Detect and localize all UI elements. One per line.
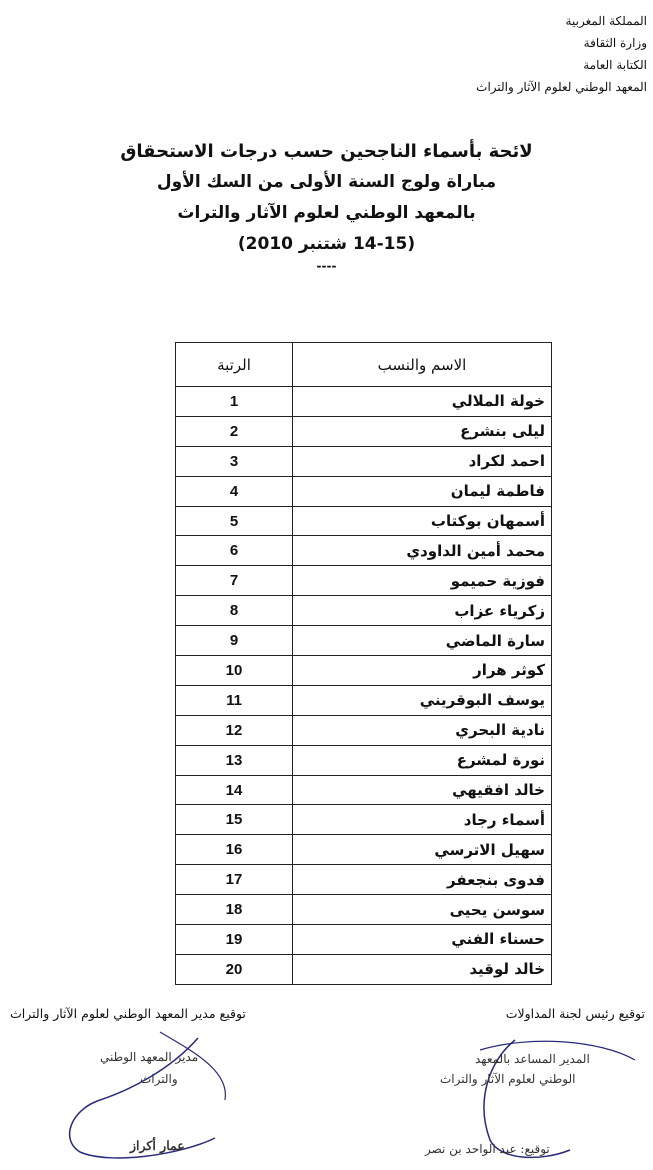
candidate-rank: 14	[176, 775, 293, 805]
candidate-rank: 17	[176, 865, 293, 895]
candidate-rank: 20	[176, 954, 293, 984]
table-row	[176, 835, 552, 865]
stamp-name: عمار أكراز	[130, 1138, 185, 1153]
document-subtitle: بالمعهد الوطني لعلوم الآثار والتراث	[177, 203, 476, 223]
table-row	[176, 416, 552, 446]
header-line: المعهد الوطني لعلوم الآثار والتراث	[476, 80, 647, 94]
candidate-rank: 10	[176, 656, 293, 686]
candidate-name: فوزية حميمو	[293, 566, 552, 596]
header-block	[476, 10, 647, 98]
table-row	[176, 715, 552, 745]
table-row	[176, 476, 552, 506]
results-table	[175, 342, 552, 985]
document-title: لائحة بأسماء الناجحين حسب درجات الاستحقاق	[120, 141, 533, 162]
candidate-name: خالد افقيهي	[293, 775, 552, 805]
title-separator: ----	[316, 259, 337, 273]
candidate-rank: 3	[176, 446, 293, 476]
candidate-rank: 9	[176, 626, 293, 656]
document-date: (14-15 شتنبر 2010)	[237, 234, 416, 254]
table-row	[176, 656, 552, 686]
candidate-name: نادية البحري	[293, 715, 552, 745]
candidate-rank: 13	[176, 745, 293, 775]
director-stamp-signature	[40, 1030, 240, 1165]
candidate-name: أسمهان بوكتاب	[293, 506, 552, 536]
stamp-text: المدير المساعد بالمعهد	[475, 1052, 590, 1066]
candidate-name: يوسف البوقريني	[293, 685, 552, 715]
candidate-name: نورة لمشرع	[293, 745, 552, 775]
table-row	[176, 745, 552, 775]
candidate-name: فدوى بنجعفر	[293, 865, 552, 895]
candidate-rank: 2	[176, 416, 293, 446]
stamp-text: مدير المعهد الوطني	[100, 1050, 199, 1064]
stamp-text: الوطني لعلوم الآثار والتراث	[440, 1072, 576, 1086]
table-row	[176, 805, 552, 835]
candidate-name: محمد أمين الداودي	[293, 536, 552, 566]
column-header-name: الاسم والنسب	[293, 343, 552, 387]
candidate-name: أسماء رجاد	[293, 805, 552, 835]
table-row	[176, 626, 552, 656]
candidate-rank: 7	[176, 566, 293, 596]
candidate-rank: 12	[176, 715, 293, 745]
table-row	[176, 865, 552, 895]
column-header-rank: الرتبة	[176, 343, 293, 387]
table-row	[176, 387, 552, 417]
candidate-name: حسناء الفني	[293, 925, 552, 955]
candidate-rank: 19	[176, 925, 293, 955]
candidate-rank: 16	[176, 835, 293, 865]
committee-signature-caption: توقيع رئيس لجنة المداولات	[505, 1006, 645, 1021]
document-subtitle: مباراة ولوج السنة الأولى من السك الأول	[156, 172, 497, 192]
header-line: الكتابة العامة	[583, 58, 647, 72]
table-row	[176, 954, 552, 984]
header-line: المملكة المغربية	[565, 14, 647, 28]
candidate-name: ليلى بنشرع	[293, 416, 552, 446]
candidate-rank: 8	[176, 596, 293, 626]
committee-stamp-signature	[420, 1030, 645, 1165]
candidate-rank: 1	[176, 387, 293, 417]
candidate-name: فاطمة ليمان	[293, 476, 552, 506]
title-block	[0, 136, 653, 276]
director-signature-caption: توقيع مدير المعهد الوطني لعلوم الآثار والتراث	[10, 1006, 246, 1021]
stamp-name: توقيع: عبد الواحد بن نصر	[425, 1142, 550, 1156]
table-row	[176, 506, 552, 536]
table-row	[176, 925, 552, 955]
candidate-name: خولة الملالي	[293, 387, 552, 417]
table-row	[176, 446, 552, 476]
candidate-name: خالد لوقيد	[293, 954, 552, 984]
candidate-rank: 18	[176, 895, 293, 925]
candidate-name: سوسن يحيى	[293, 895, 552, 925]
table-row	[176, 536, 552, 566]
stamp-text: والتراث	[140, 1072, 178, 1086]
header-line: وزارة الثقافة	[583, 36, 647, 50]
candidate-name: احمد لكراد	[293, 446, 552, 476]
candidate-name: زكرياء عزاب	[293, 596, 552, 626]
candidate-name: كوثر هرار	[293, 656, 552, 686]
table-row	[176, 685, 552, 715]
candidate-name: سهيل الاترسي	[293, 835, 552, 865]
candidate-rank: 6	[176, 536, 293, 566]
candidate-rank: 15	[176, 805, 293, 835]
table-row	[176, 566, 552, 596]
candidate-rank: 11	[176, 685, 293, 715]
table-row	[176, 775, 552, 805]
candidate-name: سارة الماضي	[293, 626, 552, 656]
candidate-rank: 5	[176, 506, 293, 536]
candidate-rank: 4	[176, 476, 293, 506]
table-row	[176, 895, 552, 925]
table-row	[176, 596, 552, 626]
table-header-row	[176, 343, 552, 387]
